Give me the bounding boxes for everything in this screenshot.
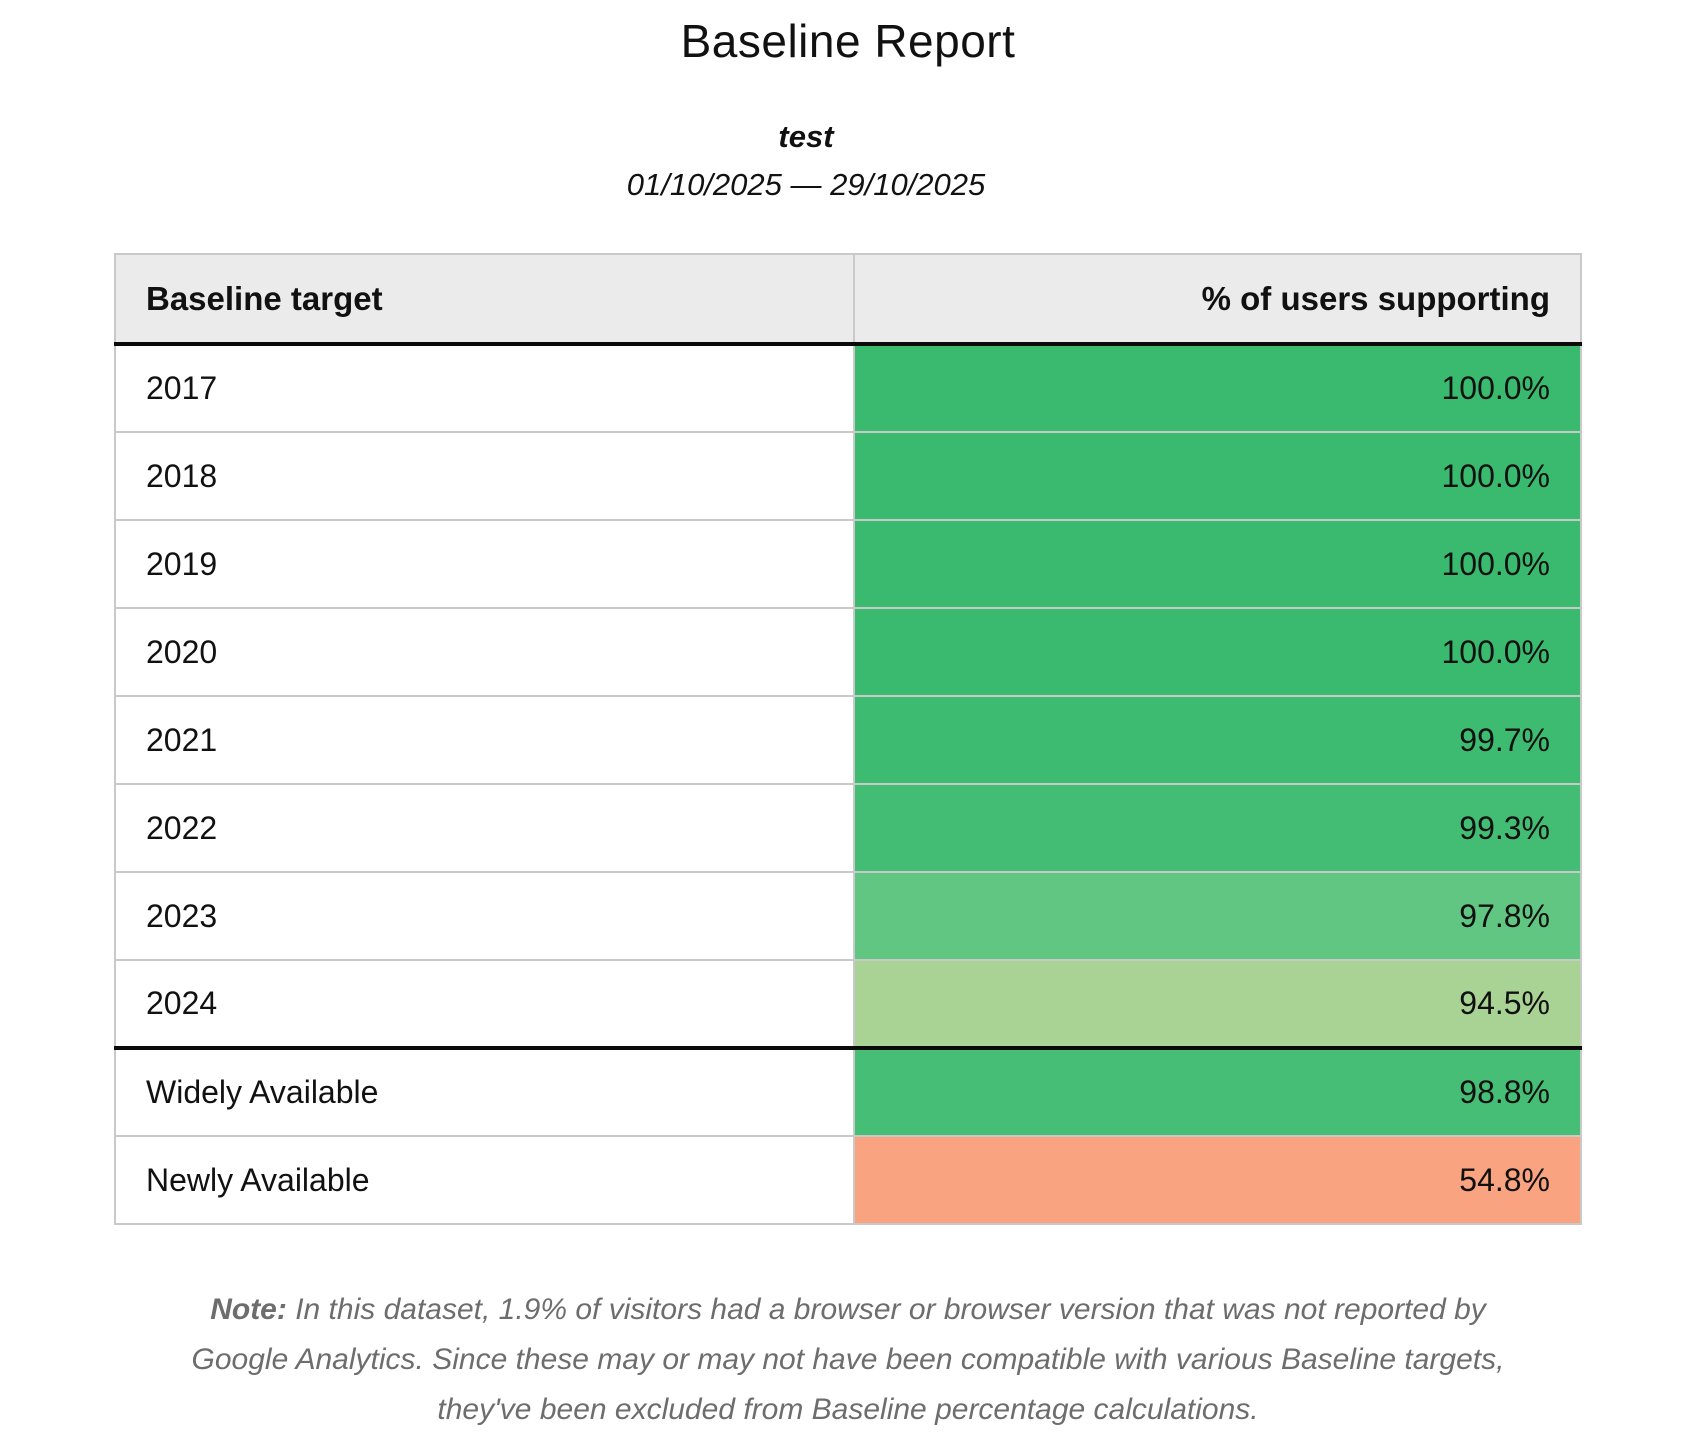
- table-header-row: [115, 254, 1581, 344]
- report-date-range: 01/10/2025 — 29/10/2025: [626, 167, 986, 203]
- baseline-target-cell: 2019: [115, 520, 854, 608]
- percent-supporting-cell: 99.7%: [854, 696, 1581, 784]
- table-row: [115, 1048, 1581, 1136]
- note-text: In this dataset, 1.9% of visitors had a browser or browser version that was not reported by Google Analytics. Since these may or may not have been compatible with various Baseline targets, they've been excluded from Baseline percentage calculations.: [191, 1293, 1505, 1427]
- note-label: Note:: [210, 1293, 287, 1327]
- column-header-percent-users-supporting: % of users supporting: [854, 254, 1581, 344]
- report-title: Baseline Report: [680, 15, 1016, 67]
- table-row: [115, 784, 1581, 872]
- percent-supporting-cell: 98.8%: [854, 1048, 1581, 1136]
- table-body: [115, 344, 1581, 1224]
- table-row: [115, 608, 1581, 696]
- percent-supporting-cell: 99.3%: [854, 784, 1581, 872]
- baseline-table: [114, 253, 1582, 1225]
- table-row: [115, 432, 1581, 520]
- percent-supporting-cell: 100.0%: [854, 344, 1581, 432]
- baseline-target-cell: Widely Available: [115, 1048, 854, 1136]
- baseline-target-cell: 2022: [115, 784, 854, 872]
- baseline-target-cell: 2023: [115, 872, 854, 960]
- percent-supporting-cell: 54.8%: [854, 1136, 1581, 1224]
- baseline-target-cell: 2017: [115, 344, 854, 432]
- table-row: [115, 520, 1581, 608]
- report-subtitle-block: [0, 113, 1654, 209]
- percent-supporting-cell: 100.0%: [854, 608, 1581, 696]
- percent-supporting-cell: 94.5%: [854, 960, 1581, 1048]
- table-row: [115, 1136, 1581, 1224]
- percent-supporting-cell: 97.8%: [854, 872, 1581, 960]
- percent-supporting-cell: 100.0%: [854, 520, 1581, 608]
- baseline-target-cell: 2020: [115, 608, 854, 696]
- percent-supporting-cell: 100.0%: [854, 432, 1581, 520]
- baseline-target-cell: 2024: [115, 960, 854, 1048]
- baseline-target-cell: 2021: [115, 696, 854, 784]
- column-header-baseline-target: Baseline target: [115, 254, 854, 344]
- table-row: [115, 344, 1581, 432]
- baseline-target-cell: Newly Available: [115, 1136, 854, 1224]
- report-note: [178, 1285, 1518, 1435]
- report-subtitle: test: [778, 119, 834, 155]
- table-row: [115, 872, 1581, 960]
- baseline-target-cell: 2018: [115, 432, 854, 520]
- table-row: [115, 960, 1581, 1048]
- table-row: [115, 696, 1581, 784]
